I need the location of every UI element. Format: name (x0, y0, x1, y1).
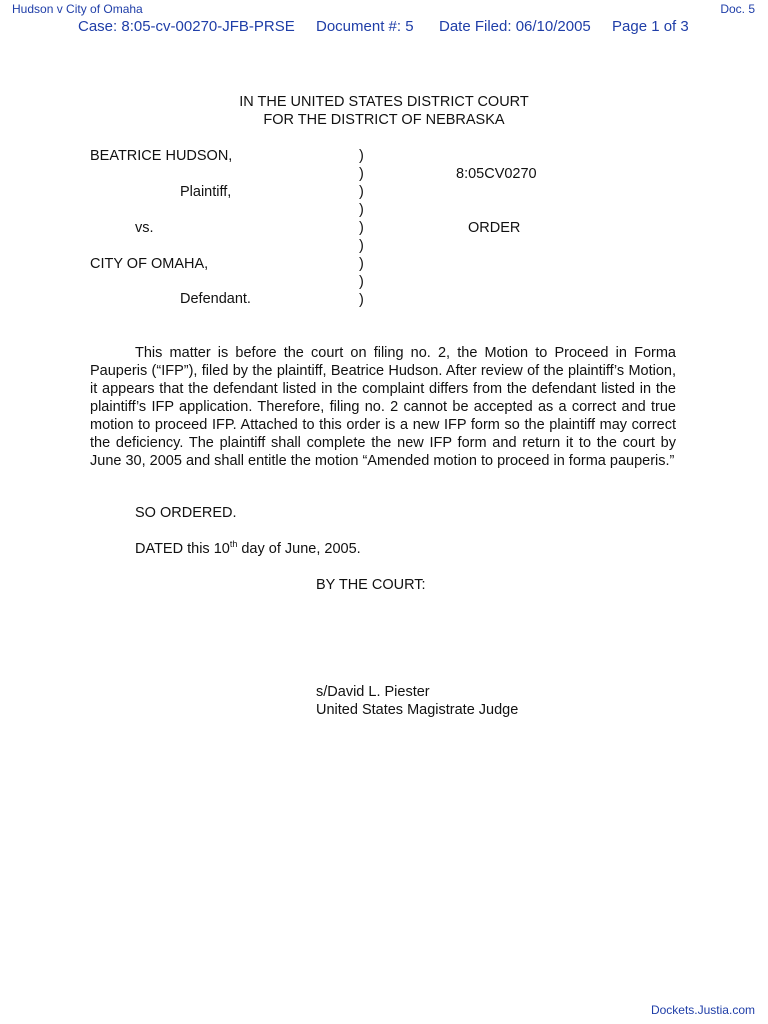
page-count-header: Page 1 of 3 (612, 18, 689, 35)
caption-bracket: ) (359, 256, 364, 272)
caption-bracket: ) (359, 184, 364, 200)
caption-bracket: ) (359, 202, 364, 218)
order-body-text: This matter is before the court on filing no. 2, the Motion to Proceed in Forma Pauperis (“IFP”), filed by the plaintiff, Beatrice Hudson. After review of the plaintiff’s Motion, it appears that the defendant listed in the complaint differs from the defendant listed in the plaintiff’s IFP application. Therefore, filing no. 2 cannot be accepted as a correct and true motion to proceed IFP. Attached to this order is a new IFP form so the plaintiff may correct the deficiency. The plaintiff shall complete the new IFP form and return it to the court by June 30, 2005 and shall entitle the motion “Amended motion to proceed in forma pauperis.” (90, 345, 676, 469)
dated-suffix: day of June, 2005. (237, 541, 361, 557)
dated-ordinal-suffix: th (229, 539, 238, 550)
caption-bracket: ) (359, 148, 364, 164)
versus-label: vs. (135, 220, 154, 236)
doc-number-link[interactable]: Doc. 5 (720, 2, 755, 16)
docket-case-number: 8:05CV0270 (456, 166, 537, 182)
caption-bracket: ) (359, 274, 364, 290)
caption-bracket: ) (359, 220, 364, 236)
document-number-header: Document #: 5 (316, 18, 414, 35)
plaintiff-label: Plaintiff, (180, 184, 232, 200)
dated-prefix: DATED this 10 (135, 541, 230, 557)
judge-title: United States Magistrate Judge (316, 702, 519, 718)
date-filed-header: Date Filed: 06/10/2005 (439, 18, 591, 35)
order-body-paragraph (90, 344, 676, 470)
caption-bracket: ) (359, 238, 364, 254)
so-ordered-line: SO ORDERED. (135, 505, 237, 521)
dated-line (135, 540, 361, 558)
by-the-court-line: BY THE COURT: (316, 577, 426, 593)
caption-bracket-column (359, 147, 364, 309)
defendant-label: Defendant. (180, 291, 251, 307)
justia-footer-link[interactable]: Dockets.Justia.com (650, 1003, 755, 1017)
caption-bracket: ) (359, 166, 364, 182)
court-name-line2: FOR THE DISTRICT OF NEBRASKA (263, 112, 505, 128)
court-name-line1: IN THE UNITED STATES DISTRICT COURT (239, 94, 529, 110)
defendant-name: CITY OF OMAHA, (90, 256, 209, 272)
case-title-link[interactable]: Hudson v City of Omaha (12, 2, 143, 16)
plaintiff-name: BEATRICE HUDSON, (90, 148, 233, 164)
document-title: ORDER (468, 220, 521, 236)
judge-signature: s/David L. Piester (316, 684, 430, 700)
case-number-header: Case: 8:05-cv-00270-JFB-PRSE (78, 18, 295, 35)
caption-bracket: ) (359, 292, 364, 308)
